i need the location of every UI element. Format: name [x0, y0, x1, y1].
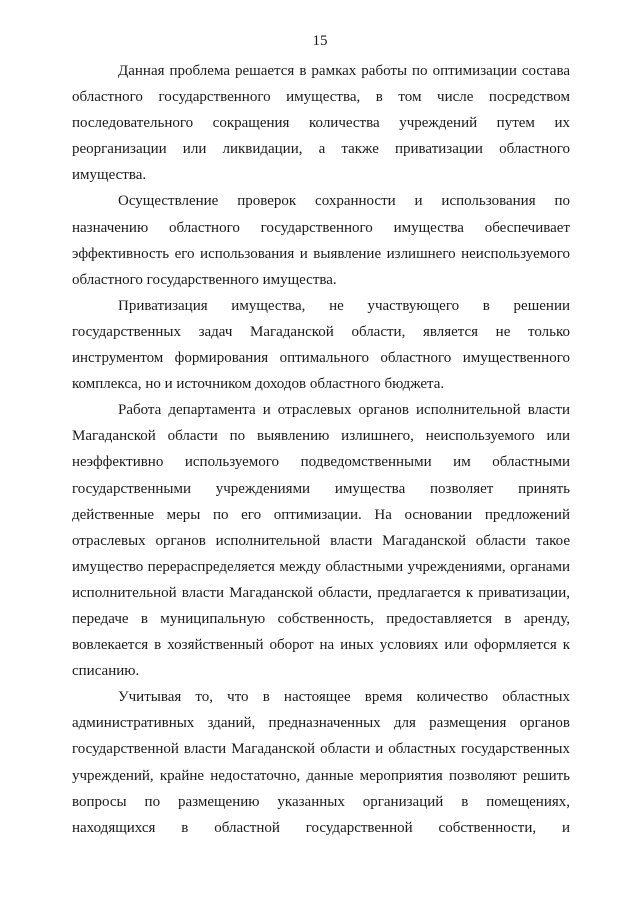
page-number: 15 [312, 33, 328, 49]
paragraph-administrative-buildings: Учитывая то, что в настоящее время количество областных административных зданий, предназначенных для размещения органов государственной власти Магаданской области и областных государственных учреждений, крайне недостаточно, данные мероприятия позволяют решить вопросы по размещению указанных организаций в помещениях, находящихся в областной государственной собственности, и [72, 689, 570, 836]
paragraph-privatization-optimization: Данная проблема решается в рамках работы по оптимизации состава областного государственного имущества, в том числе посредством последовательного сокращения количества учреждений путем их реорганизации или ликвидации, а также приватизации областного имущества. [72, 63, 570, 184]
paragraph-privatization-budget: Приватизация имущества, не участвующего в решении государственных задач Магаданской области, является не только инструментом формирования оптимального областного имущественного комплекса, но и источником доходов областного бюджета. [72, 297, 570, 393]
paragraph-inspections: Осуществление проверок сохранности и использования по назначению областного государственного имущества обеспечивает эффективность его использования и выявление излишнего неиспользуемого областного государственного имущества. [72, 193, 570, 288]
paragraph-department-work: Работа департамента и отраслевых органов исполнительной власти Магаданской области по выявлению излишнего, неиспользуемого или неэффективно используемого подведомственными им областными государственными учреждениями имущества позволяет принять действенные меры по его оптимизации. На основании предложений отраслевых органов исполнительной власти Магаданской области такое имущество перераспределяется между областными учреждениями, органами исполнительной власти Магаданской области, предлагается к приватизации, передаче в муниципальную собственность, предоставляется в аренду, вовлекается в хозяйственный оборот на иных условиях или оформляется к списанию. [72, 402, 570, 680]
body-text [72, 58, 570, 841]
